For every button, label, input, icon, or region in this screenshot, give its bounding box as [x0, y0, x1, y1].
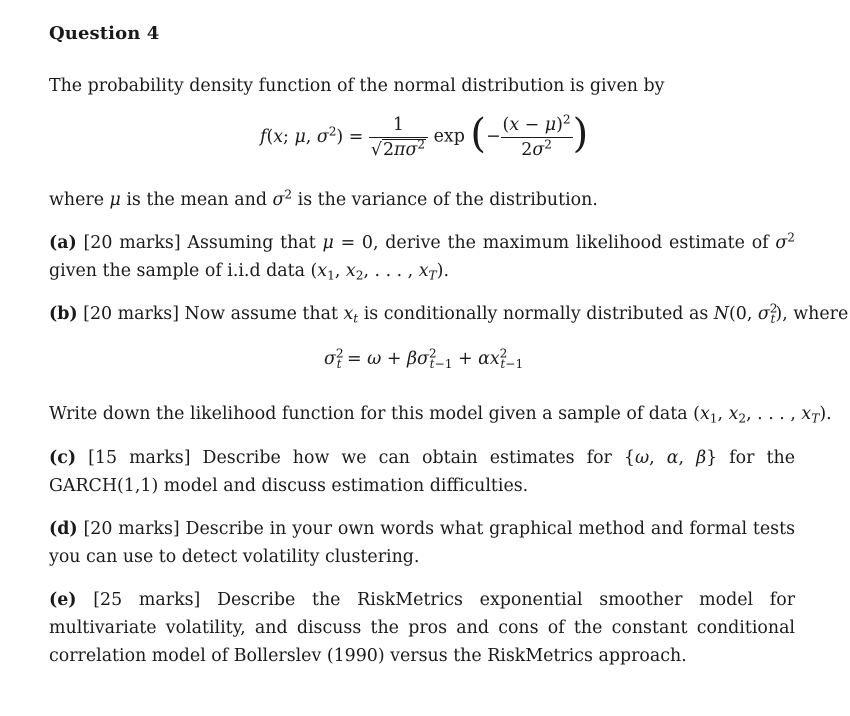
part-a: (a) [20 marks] Assuming that μ = 0, derive the maximum likelihood estimate of $\sigma^2$ given the sample of i.i.d data ($x_1$, $x_2$, . . . , $x_T$). — [49, 230, 795, 283]
part-e-text: Describe the RiskMetrics exponential smoother model for multivariate volatility, and discuss the pros and cons of the constant conditional correlation model of Bollerslev (1990) versus the RiskMetrics approach. — [49, 590, 796, 666]
part-e — [49, 586, 795, 670]
part-c: (c) [15 marks] Describe how we can obtain estimates for {ω, α, β} for the GARCH(1,1) model and discuss estimation difficulties. — [49, 448, 795, 496]
part-e-label: (e) — [49, 590, 77, 610]
part-a-label: (a) — [49, 233, 77, 253]
part-d-label: (d) — [49, 519, 78, 539]
part-d — [49, 515, 795, 571]
exp-fraction — [501, 111, 573, 160]
question-title: Question 4 — [49, 23, 160, 44]
garch-equation: $\sigma^2_t = \omega + \beta\sigma^2_{t-1} + \alpha x^2_{t-1}$ — [324, 346, 524, 371]
part-d-marks: [20 marks] — [83, 519, 180, 539]
exp-denominator: $2\sigma^2$ — [501, 137, 573, 160]
where-text: where μ is the mean and $\sigma^2$ is the variance of the distribution. — [49, 187, 598, 210]
intro-text: The probability density function of the normal distribution is given by — [49, 76, 665, 96]
exp-function: exp — [433, 126, 465, 147]
exp-numerator: $(x - \mu)^2$ — [502, 111, 571, 135]
part-b-marks: [20 marks] — [83, 304, 180, 324]
part-b: (b) [20 marks] Now assume that $x_t$ is conditionally normally distributed as N(0, $\sigma^2_t$), where — [49, 301, 849, 326]
pdf-denominator: $√2\pi\sigma^2$ — [369, 137, 428, 160]
part-c-label: (c) — [49, 448, 77, 468]
part-d-text: Describe in your own words what graphical method and formal tests you can use to detect volatility clustering. — [49, 519, 796, 567]
pdf-fraction — [369, 115, 428, 160]
pdf-numerator: 1 — [392, 114, 404, 135]
pdf-equation: f(x; μ, $\sigma^2$) = $\frac{1}{√2\pi\sigma^2}$ exp (− $\frac{(x - \mu)^2}{2\sigma^2}$ ) — [260, 111, 589, 160]
part-b-followup: Write down the likelihood function for this model given a sample of data ($x_1$, $x_2$, . . . , $x_T$). — [49, 404, 832, 426]
part-c-marks: [15 marks] — [88, 448, 191, 468]
pdf-lhs: f(x; μ, $\sigma^2$) = — [260, 123, 364, 147]
part-e-marks: [25 marks] — [93, 590, 201, 610]
part-b-label: (b) — [49, 304, 78, 324]
part-a-marks: [20 marks] — [83, 233, 181, 253]
